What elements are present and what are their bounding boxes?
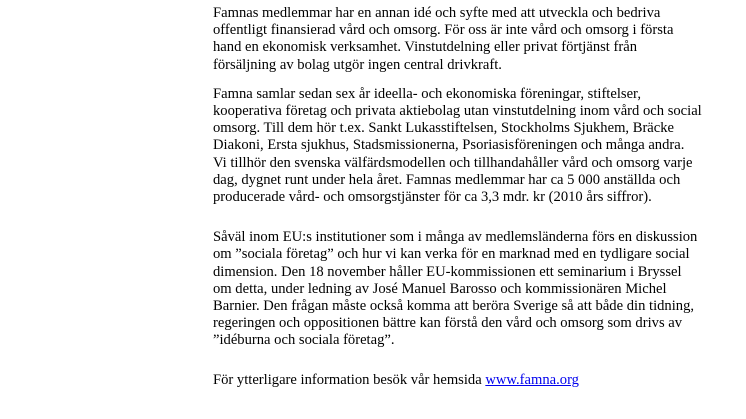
paragraph-spacer: [213, 350, 703, 372]
paragraph-spacer: [213, 74, 703, 86]
paragraph-member-purpose: Famnas medlemmar har en annan idé och syfte med att utveckla och bedriva offentligt finansierad vård och omsorg. För oss är inte vård och omsorg i första hand en ekonomisk verksamhet. Vinstutdelning eller privat förtjänst från försäljning av bolag utgör ingen central drivkraft.: [213, 5, 674, 73]
paragraph-more-info: [213, 372, 703, 389]
paragraph-welfare-model: Vi tillhör den svenska välfärdsmodellen och tillhandahåller vård och omsorg varje dag, dygnet runt under hela året. Famnas medlemmar har ca 5 000 anställda och producerade vård- och omsorgstjänster för ca 3,3 mdr. kr (2010 års siffror).: [213, 154, 693, 206]
paragraph-spacer: [213, 206, 703, 229]
famna-website-link[interactable]: www.famna.org: [485, 371, 579, 388]
paragraph-eu-social-enterprise: Såväl inom EU:s institutioner som i många av medlemsländerna förs en diskussion om ”sociala företag” och hur vi kan verka för en marknad med en tydligare social dimension. Den 18 november håller EU-kommissionen ett seminarium i Bryssel om detta, under ledning av José Manuel Barosso och kommissionären Michel Barnier. Den frågan måste också komma att beröra Sverige så att både din tidning, regeringen och oppositionen bättre kan förstå den vård och omsorg som drivs av ”idéburna och sociala företag”.: [213, 229, 698, 349]
document-body: [213, 5, 703, 389]
paragraph-famna-members: Famna samlar sedan sex år ideella- och ekonomiska föreningar, stiftelser, kooperativa företag och privata aktiebolag utan vinstutdelning inom vård och social omsorg. Till dem hör t.ex. Sankt Lukasstiftelsen, Stockholms Sjukhem, Bräcke Diakoni, Ersta sjukhus, Stadsmissionerna, Psoriasisföreningen och många andra.: [213, 85, 702, 154]
more-info-text: För ytterligare information besök vår hemsida: [213, 371, 486, 388]
